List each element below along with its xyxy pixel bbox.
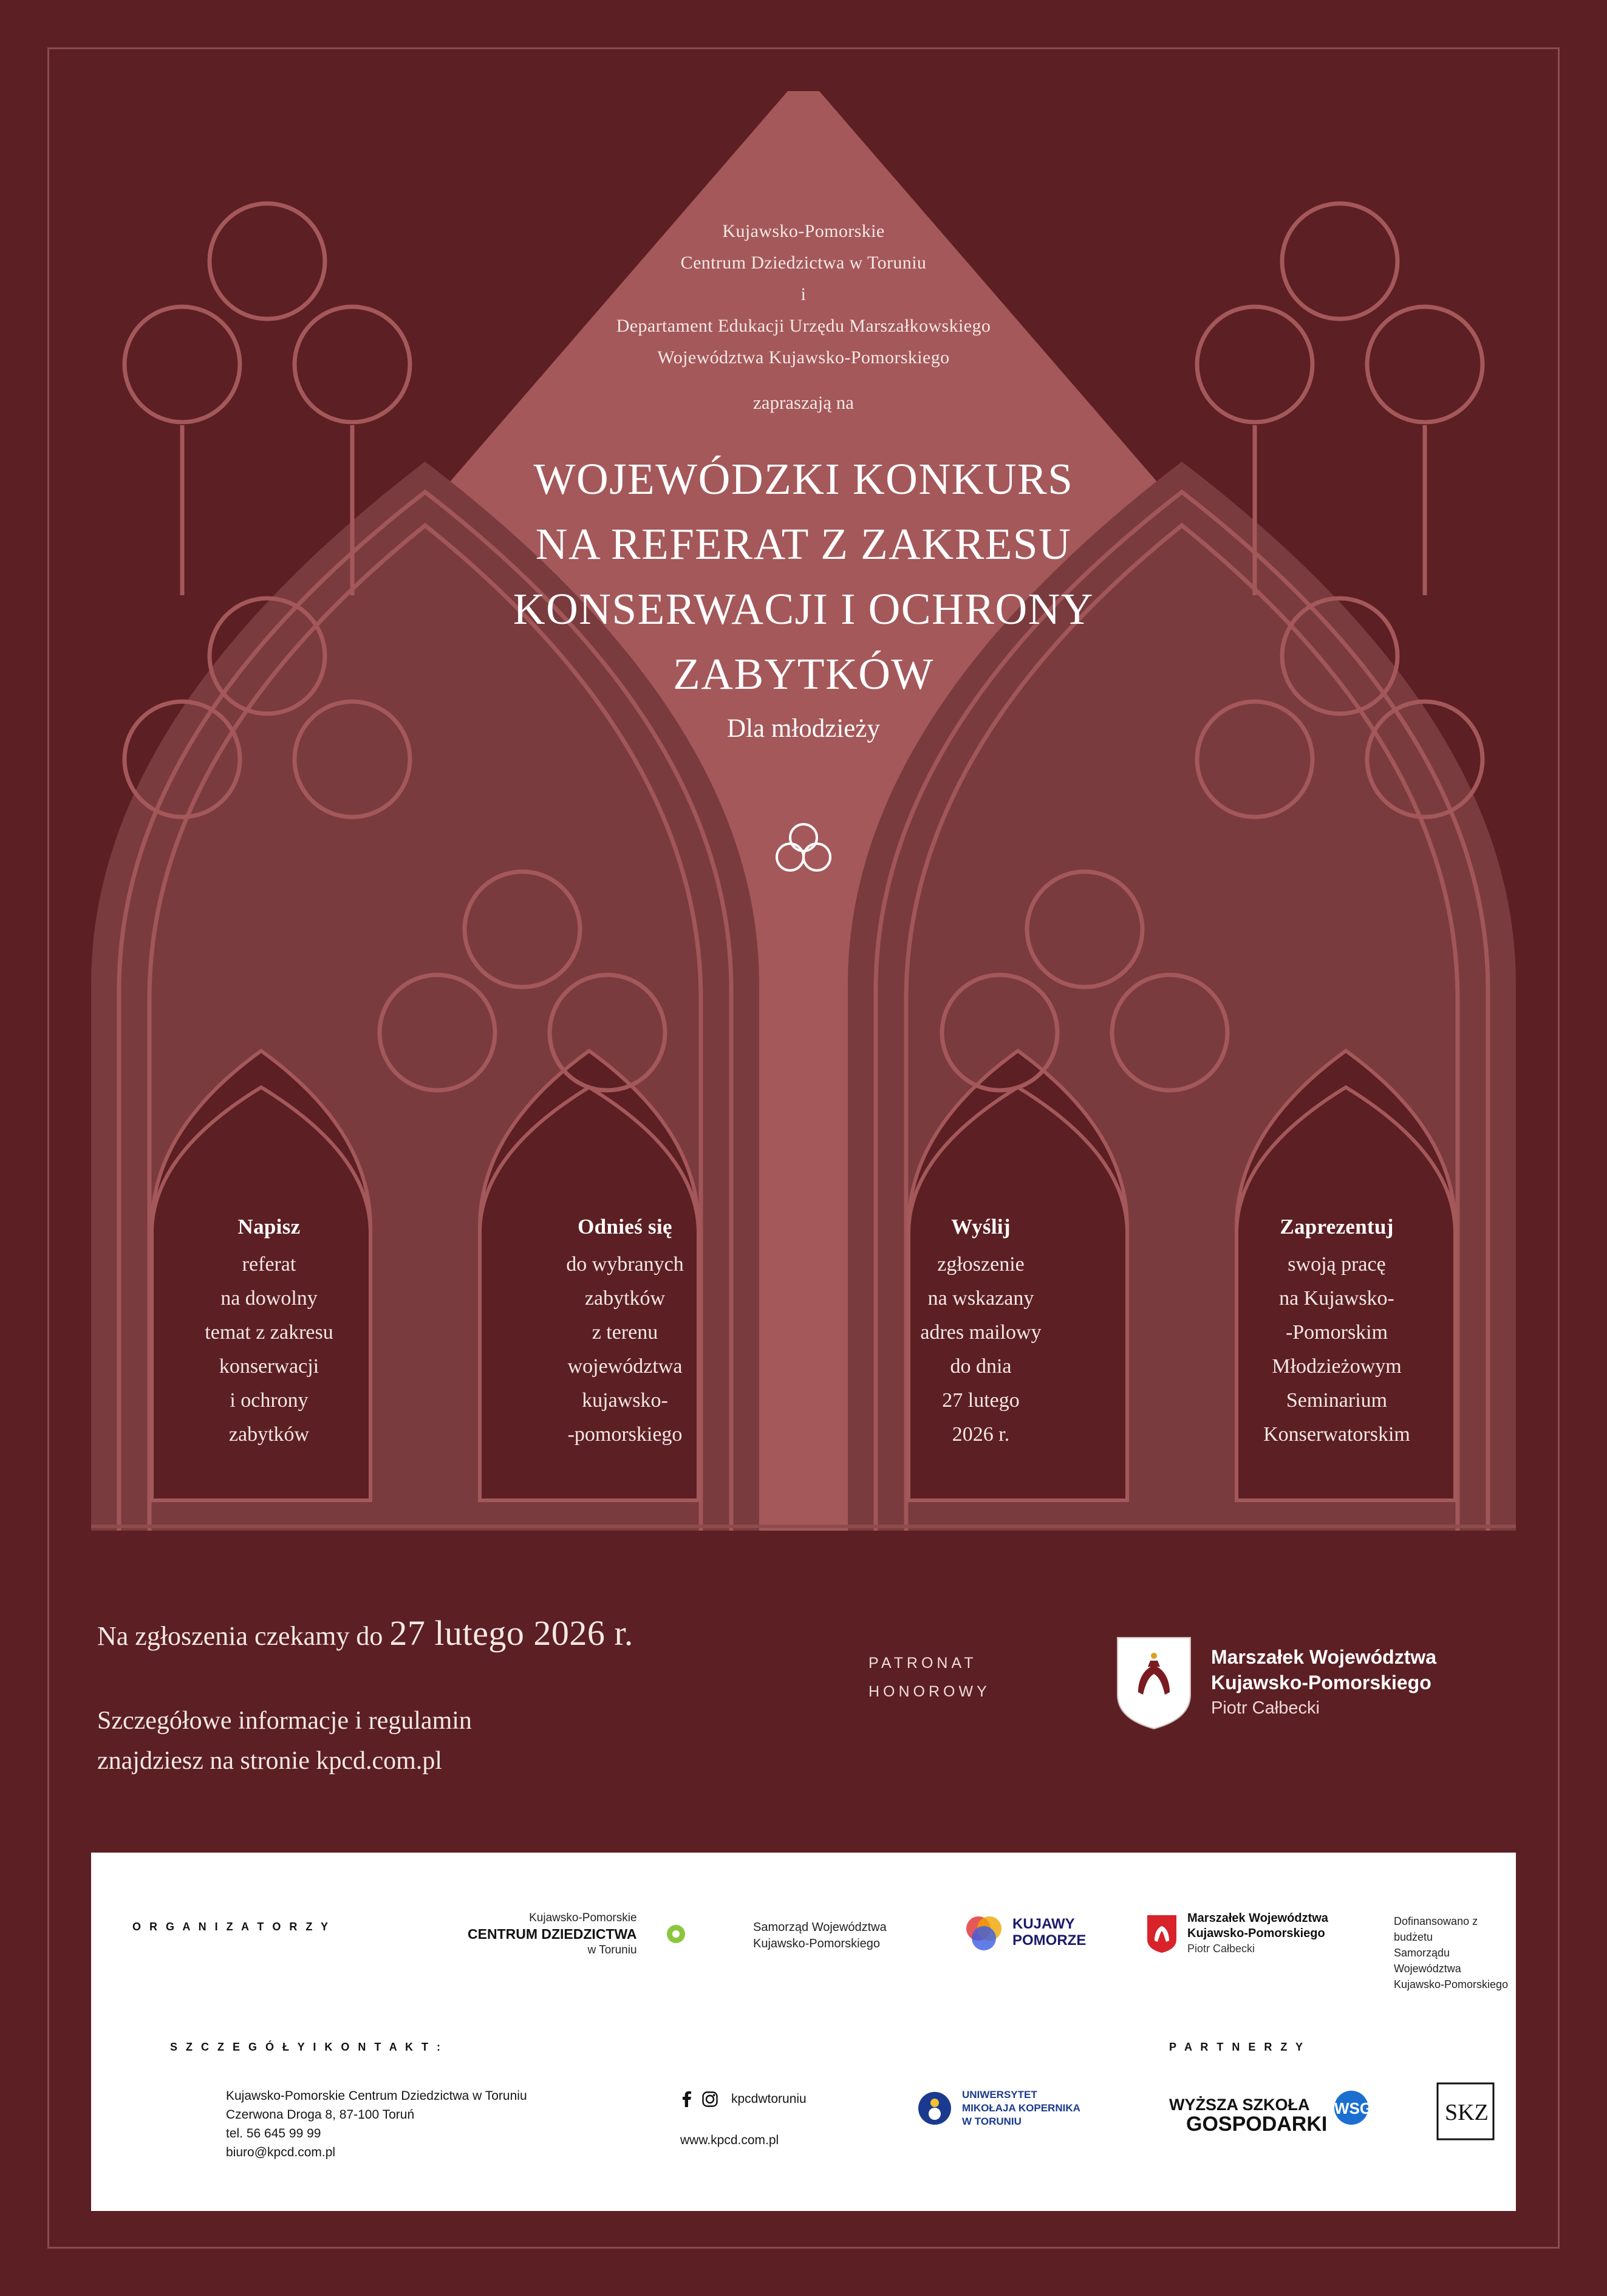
step-wyslij: [803, 1215, 1159, 1452]
step-body-line: konserwacji: [219, 1355, 319, 1378]
details-label: S Z C Z E G Ó Ł Y I K O N T A K T :: [170, 2041, 443, 2053]
step-body-line: temat z zakresu: [205, 1321, 333, 1344]
info-line-1: Szczegółowe informacje i regulamin: [97, 1707, 472, 1735]
patronage-label: [868, 1649, 991, 1706]
kpcd-line-2: CENTRUM DZIEDZICTWA: [468, 1926, 637, 1942]
marshal-line-2: Kujawsko-Pomorskiego: [1211, 1672, 1431, 1693]
organizers-label: O R G A N I Z A T O R Z Y: [132, 1921, 331, 1933]
contact-line-4: biuro@kpcd.com.pl: [226, 2145, 336, 2159]
step-zaprezentuj: [1159, 1215, 1515, 1452]
step-title: Zaprezentuj: [1280, 1215, 1394, 1239]
skz-mark-icon: [1436, 2082, 1495, 2141]
title-line-1: WOJEWÓDZKI KONKURS: [533, 454, 1074, 504]
marshal-logo-block: [1111, 1634, 1436, 1731]
deadline-date: 27 lutego 2026 r.: [389, 1613, 633, 1653]
title-line-4: ZABYTKÓW: [673, 649, 934, 699]
step-body: [1183, 1248, 1490, 1452]
step-body: [827, 1248, 1134, 1452]
step-body-line: i ochrony: [230, 1389, 309, 1412]
wsg-line-2-text: GOSPODARKI: [1186, 2113, 1328, 2136]
marshal-line-1: Marszałek Województwa: [1211, 1646, 1437, 1668]
step-napisz: [91, 1215, 447, 1452]
step-title: Napisz: [237, 1215, 301, 1239]
deadline-text: [97, 1613, 633, 1653]
organizer-line-5: Województwa Kujawsko-Pomorskiego: [657, 347, 950, 367]
marshal-line-3: Piotr Całbecki: [1211, 1698, 1320, 1718]
contact-line-2: Czerwona Droga 8, 87-100 Toruń: [226, 2108, 415, 2122]
step-title: Odnieś się: [578, 1215, 672, 1239]
social-handle[interactable]: kpcdwtoruniu: [731, 2092, 807, 2106]
website-link[interactable]: www.kpcd.com.pl: [680, 2133, 779, 2147]
umk-line-3: W TORUNIU: [962, 2116, 1022, 2127]
deadline-prefix: Na zgłoszenia czekamy do: [97, 1621, 390, 1651]
step-body-line: referat: [242, 1253, 296, 1276]
svg-text:SKZ: SKZ: [1445, 2100, 1489, 2125]
step-body-line: na dowolny: [220, 1287, 318, 1310]
umk-mark-icon: [917, 2091, 952, 2126]
samorzad-line-1: Samorząd Województwa: [753, 1921, 887, 1934]
step-body-line: zgłoszenie: [937, 1253, 1025, 1276]
kp-line-2: POMORZE: [1012, 1932, 1087, 1949]
step-body-line: województwa: [567, 1355, 683, 1378]
step-body-line: Konserwatorskim: [1263, 1423, 1410, 1446]
step-body-line: -pomorskiego: [567, 1423, 683, 1446]
marshal-text-block: [1211, 1644, 1436, 1721]
title-line-3: KONSERWACJI I OCHRONY: [513, 584, 1094, 634]
step-body: [471, 1248, 779, 1452]
footer-marshal-line-2: Kujawsko-Pomorskiego: [1187, 1927, 1325, 1940]
kpcd-line-3: w Toruniu: [587, 1944, 637, 1956]
cofinance-line-1: Dofinansowano z budżetu: [1394, 1915, 1478, 1943]
footer-marshal-block: [1145, 1911, 1328, 1956]
step-body-line: adres mailowy: [920, 1321, 1042, 1344]
step-body-line: do wybranych: [566, 1253, 684, 1276]
footer-marshal-line-1: Marszałek Województwa: [1187, 1912, 1328, 1925]
organizer-line-2: Centrum Dziedzictwa w Toruniu: [680, 253, 927, 273]
page-title: [0, 446, 1607, 706]
patronage-line-1: PATRONAT: [868, 1655, 977, 1672]
steps-row: [91, 1215, 1516, 1452]
wsg-mark-icon: [1169, 2089, 1400, 2137]
step-body: [115, 1248, 423, 1452]
cofinance-line-3: Kujawsko-Pomorskiego: [1394, 1978, 1509, 1990]
footer-marshal-text: [1187, 1911, 1328, 1956]
step-body-line: na wskazany: [927, 1287, 1034, 1310]
facebook-icon[interactable]: [680, 2091, 694, 2107]
umk-text: [962, 2088, 1080, 2128]
partners-label: P A R T N E R Z Y: [1169, 2041, 1306, 2053]
kujawy-pomorze-logo: [963, 1910, 1086, 1954]
patronage-line-2: HONOROWY: [868, 1683, 991, 1700]
contact-line-3: tel. 56 645 99 99: [226, 2127, 321, 2141]
cofinance-line-2: Samorządu Województwa: [1394, 1947, 1461, 1975]
kujawy-pomorze-mark-icon: [963, 1910, 1006, 1954]
cofinance-text: [1394, 1913, 1516, 1992]
umk-line-2: MIKOŁAJA KOPERNIKA: [962, 2102, 1080, 2114]
title-line-2: NA REFERAT Z ZAKRESU: [535, 519, 1072, 569]
footer-panel: [91, 1853, 1516, 2211]
step-body-line: kujawsko-: [582, 1389, 668, 1412]
trefoil-icon: [771, 817, 836, 883]
step-title: Wyślij: [951, 1215, 1011, 1239]
organizer-line-4: Departament Edukacji Urzędu Marszałkowskiego: [616, 316, 991, 336]
coat-of-arms-small-icon: [1145, 1914, 1179, 1954]
audience-subtitle: Dla młodzieży: [727, 714, 880, 743]
organizer-line-3: i: [800, 284, 807, 304]
step-body-line: 2026 r.: [952, 1423, 1010, 1446]
wsg-logo-block: [1169, 2089, 1400, 2140]
step-body-line: Młodzieżowym: [1272, 1355, 1402, 1378]
kpcd-text: [468, 1910, 637, 1958]
svg-text:WSG: WSG: [1334, 2099, 1373, 2117]
samorzad-line-2: Kujawsko-Pomorskiego: [753, 1937, 880, 1950]
social-block[interactable]: [680, 2091, 807, 2107]
skz-logo-block: [1436, 2082, 1495, 2144]
step-body-line: do dnia: [950, 1355, 1012, 1378]
samorzad-text: [753, 1919, 887, 1952]
info-line-2: znajdziesz na stronie kpcd.com.pl: [97, 1747, 442, 1775]
step-body-line: zabytków: [228, 1423, 310, 1446]
organizer-line-1: Kujawsko-Pomorskie: [722, 221, 885, 241]
wsg-line-1-text: WYŻSZA SZKOŁA: [1169, 2096, 1310, 2114]
step-body-line: 27 lutego: [942, 1389, 1020, 1412]
organizer-header: [0, 216, 1607, 374]
step-body-line: Seminarium: [1286, 1389, 1388, 1412]
umk-logo-block: [917, 2088, 1080, 2128]
umk-line-1: UNIWERSYTET: [962, 2089, 1037, 2100]
step-odnies-sie: [447, 1215, 803, 1452]
step-body-line: na Kujawsko-: [1279, 1287, 1394, 1310]
contact-block: [226, 2086, 527, 2162]
kp-line-1: KUJAWY: [1012, 1916, 1075, 1932]
step-body-line: zabytków: [584, 1287, 666, 1310]
info-text: [97, 1701, 472, 1781]
kpcd-mark-icon: [647, 1912, 692, 1956]
coat-of-arms-icon: [1111, 1634, 1196, 1731]
contact-line-1: Kujawsko-Pomorskie Centrum Dziedzictwa w Toruniu: [226, 2089, 527, 2103]
kpcd-logo-block: [468, 1910, 692, 1958]
step-body-line: swoją pracę: [1288, 1253, 1386, 1276]
step-body-line: z terenu: [592, 1321, 658, 1344]
kpcd-line-1: Kujawsko-Pomorskie: [529, 1912, 637, 1924]
instagram-icon[interactable]: [702, 2091, 718, 2107]
step-body-line: -Pomorskim: [1285, 1321, 1388, 1344]
invitation-text: zapraszają na: [752, 392, 855, 413]
footer-marshal-line-3: Piotr Całbecki: [1187, 1942, 1255, 1955]
kujawy-pomorze-text: [1012, 1916, 1086, 1949]
